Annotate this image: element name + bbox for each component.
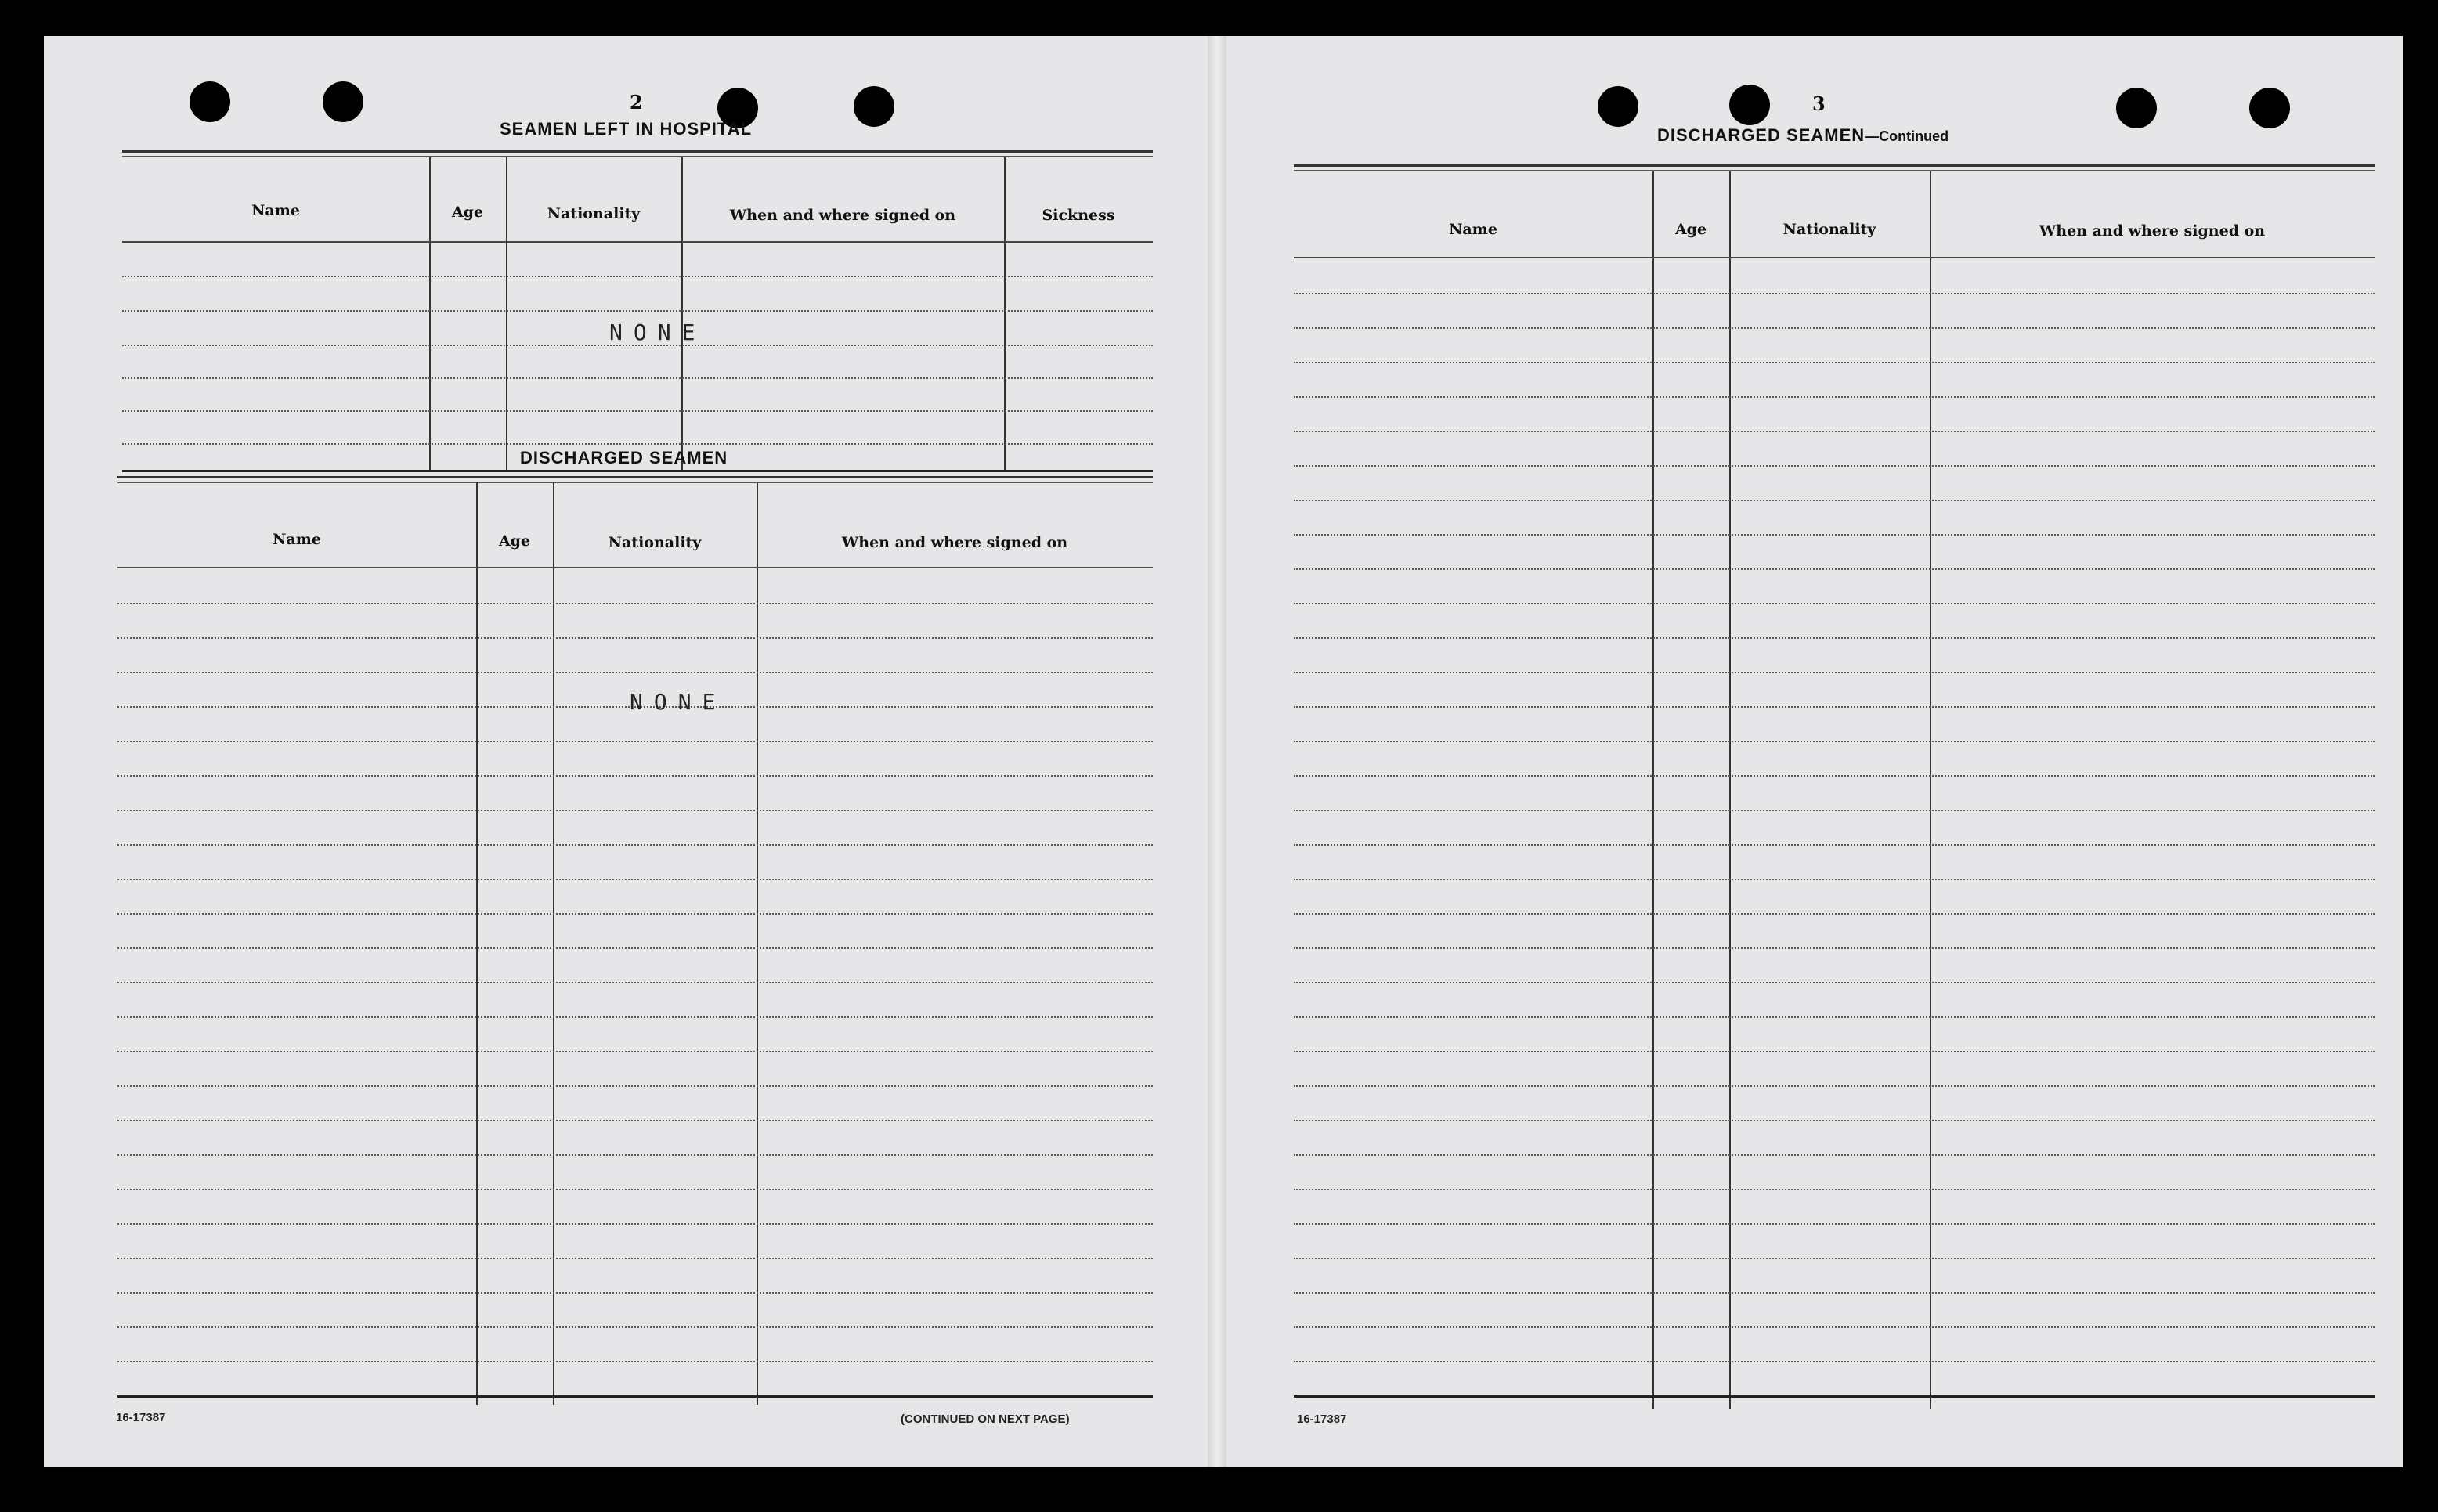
col-header-when-where: When and where signed on [2039, 222, 2266, 240]
form-number: 16-17387 [116, 1411, 166, 1424]
punch-hole [1598, 86, 1638, 127]
page-fold [1208, 36, 1226, 1467]
col-header-when-where: When and where signed on [729, 207, 956, 224]
section-title-discharged-continued [1657, 125, 1949, 146]
page-number: 2 [630, 91, 643, 114]
none-stamp: NONE [609, 319, 706, 345]
col-header-when-where: When and where signed on [841, 534, 1068, 551]
punch-hole [854, 86, 894, 127]
col-header-name: Name [1449, 221, 1497, 238]
col-header-sickness: Sickness [1042, 207, 1115, 224]
col-header-name: Name [273, 531, 321, 548]
form-number: 16-17387 [1297, 1413, 1347, 1426]
discharged-continued-table [1294, 164, 2375, 1409]
none-stamp: NONE [630, 689, 727, 715]
section-title-hospital: SEAMEN LEFT IN HOSPITAL [500, 119, 753, 139]
punch-hole [323, 81, 363, 122]
hospital-table [122, 150, 1153, 471]
title-text: DISCHARGED SEAMEN [1657, 125, 1866, 145]
col-header-age: Age [498, 532, 531, 550]
col-header-nationality: Nationality [1782, 221, 1876, 238]
punch-hole [2249, 88, 2290, 128]
punch-hole [1729, 85, 1770, 125]
page-number: 3 [1812, 92, 1826, 115]
discharged-table [117, 476, 1153, 1405]
col-header-nationality: Nationality [547, 205, 641, 222]
title-suffix: —Continued [1865, 128, 1949, 144]
punch-hole [190, 81, 230, 122]
document-sheet [44, 36, 2403, 1467]
continued-note: (CONTINUED ON NEXT PAGE) [901, 1413, 1070, 1426]
section-title-discharged: DISCHARGED SEAMEN [520, 448, 728, 467]
col-header-age: Age [451, 204, 484, 221]
col-header-nationality: Nationality [608, 534, 702, 551]
col-header-age: Age [1674, 221, 1707, 238]
punch-hole [2116, 88, 2157, 128]
col-header-name: Name [251, 202, 300, 219]
